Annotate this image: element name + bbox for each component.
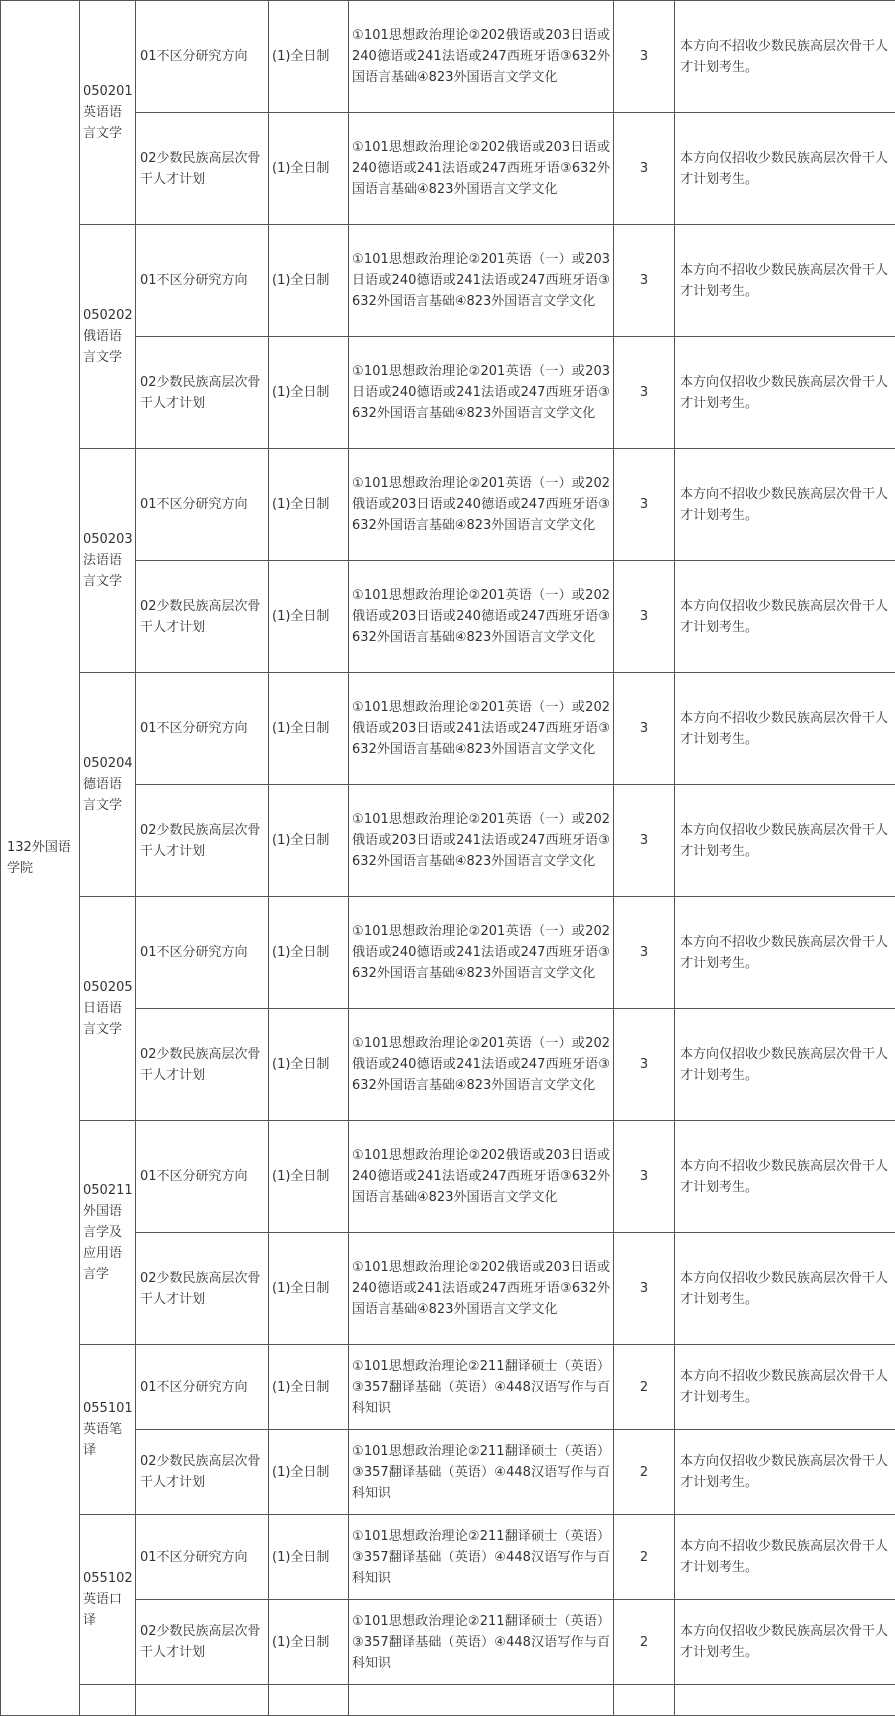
major-cell xyxy=(80,1345,136,1515)
direction-cell xyxy=(136,1685,269,1716)
score-cell: 3 xyxy=(614,113,675,225)
direction-cell: 02少数民族高层次骨干人才计划 xyxy=(136,1600,269,1685)
direction-cell: 02少数民族高层次骨干人才计划 xyxy=(136,561,269,673)
score-cell: 3 xyxy=(614,225,675,337)
major-cell xyxy=(80,897,136,1121)
major-name: 德语语言文学 xyxy=(83,777,122,813)
note-cell xyxy=(675,1685,895,1716)
major-code: 050205 xyxy=(83,980,133,995)
note-cell: 本方向不招收少数民族高层次骨干人才计划考生。 xyxy=(675,1345,895,1430)
table-row xyxy=(1,1685,895,1716)
exam-subjects-cell: ①101思想政治理论②211翻译硕士（英语）③357翻译基础（英语）④448汉语写作与百科知识 xyxy=(349,1345,614,1430)
table-row xyxy=(1,1515,895,1600)
exam-subjects-cell: ①101思想政治理论②201英语（一）或202俄语或203日语或240德语或247西班牙语③632外国语言基础④823外国语言文学文化 xyxy=(349,561,614,673)
table-row xyxy=(1,897,895,1009)
exam-subjects-cell: ①101思想政治理论②202俄语或203日语或240德语或241法语或247西班牙语③632外国语言基础④823外国语言文学文化 xyxy=(349,113,614,225)
exam-subjects-cell: ①101思想政治理论②201英语（一）或203日语或240德语或241法语或247西班牙语③632外国语言基础④823外国语言文学文化 xyxy=(349,225,614,337)
score-cell: 3 xyxy=(614,1009,675,1121)
table-row xyxy=(1,449,895,561)
direction-cell: 02少数民族高层次骨干人才计划 xyxy=(136,785,269,897)
major-name: 俄语语言文学 xyxy=(83,329,122,365)
study-mode-cell: (1)全日制 xyxy=(269,337,349,449)
score-cell: 3 xyxy=(614,561,675,673)
note-cell: 本方向仅招收少数民族高层次骨干人才计划考生。 xyxy=(675,113,895,225)
major-name: 外国语言学及应用语言学 xyxy=(83,1204,122,1282)
note-cell: 本方向仅招收少数民族高层次骨干人才计划考生。 xyxy=(675,1430,895,1515)
note-cell: 本方向仅招收少数民族高层次骨干人才计划考生。 xyxy=(675,785,895,897)
direction-cell: 01不区分研究方向 xyxy=(136,1345,269,1430)
table-row xyxy=(1,225,895,337)
table-row xyxy=(1,1009,895,1121)
score-cell: 3 xyxy=(614,785,675,897)
major-code: 055101 xyxy=(83,1401,133,1416)
study-mode-cell: (1)全日制 xyxy=(269,1600,349,1685)
major-name: 英语笔译 xyxy=(83,1422,122,1458)
study-mode-cell: (1)全日制 xyxy=(269,1233,349,1345)
exam-subjects-cell: ①101思想政治理论②201英语（一）或203日语或240德语或241法语或247西班牙语③632外国语言基础④823外国语言文学文化 xyxy=(349,337,614,449)
major-cell xyxy=(80,1685,136,1716)
note-cell: 本方向不招收少数民族高层次骨干人才计划考生。 xyxy=(675,673,895,785)
exam-subjects-cell: ①101思想政治理论②211翻译硕士（英语）③357翻译基础（英语）④448汉语写作与百科知识 xyxy=(349,1430,614,1515)
table-row xyxy=(1,1430,895,1515)
study-mode-cell: (1)全日制 xyxy=(269,1345,349,1430)
score-cell xyxy=(614,1685,675,1716)
note-cell: 本方向仅招收少数民族高层次骨干人才计划考生。 xyxy=(675,337,895,449)
score-cell: 3 xyxy=(614,1121,675,1233)
major-cell xyxy=(80,1515,136,1685)
score-cell: 3 xyxy=(614,337,675,449)
score-cell: 2 xyxy=(614,1515,675,1600)
direction-cell: 02少数民族高层次骨干人才计划 xyxy=(136,1430,269,1515)
study-mode-cell: (1)全日制 xyxy=(269,1009,349,1121)
major-cell xyxy=(80,673,136,897)
exam-subjects-cell: ①101思想政治理论②201英语（一）或202俄语或203日语或241法语或247西班牙语③632外国语言基础④823外国语言文学文化 xyxy=(349,673,614,785)
study-mode-cell: (1)全日制 xyxy=(269,897,349,1009)
direction-cell: 01不区分研究方向 xyxy=(136,1,269,113)
study-mode-cell: (1)全日制 xyxy=(269,449,349,561)
score-cell: 2 xyxy=(614,1600,675,1685)
note-cell: 本方向不招收少数民族高层次骨干人才计划考生。 xyxy=(675,225,895,337)
direction-cell: 02少数民族高层次骨干人才计划 xyxy=(136,1009,269,1121)
exam-subjects-cell: ①101思想政治理论②201英语（一）或202俄语或203日语或240德语或247西班牙语③632外国语言基础④823外国语言文学文化 xyxy=(349,449,614,561)
direction-cell: 01不区分研究方向 xyxy=(136,673,269,785)
table-row xyxy=(1,673,895,785)
exam-subjects-cell: ①101思想政治理论②211翻译硕士（英语）③357翻译基础（英语）④448汉语写作与百科知识 xyxy=(349,1600,614,1685)
exam-subjects-cell: ①101思想政治理论②202俄语或203日语或240德语或241法语或247西班牙语③632外国语言基础④823外国语言文学文化 xyxy=(349,1121,614,1233)
table-row xyxy=(1,1121,895,1233)
major-code: 050203 xyxy=(83,532,133,547)
college-name: 132外国语学院 xyxy=(1,1,80,1716)
major-cell xyxy=(80,225,136,449)
exam-subjects-cell: ①101思想政治理论②202俄语或203日语或240德语或241法语或247西班牙语③632外国语言基础④823外国语言文学文化 xyxy=(349,1233,614,1345)
major-name: 法语语言文学 xyxy=(83,553,122,589)
table-row xyxy=(1,113,895,225)
table-row xyxy=(1,1600,895,1685)
score-cell: 3 xyxy=(614,897,675,1009)
exam-subjects-cell: ①101思想政治理论②201英语（一）或202俄语或240德语或241法语或247西班牙语③632外国语言基础④823外国语言文学文化 xyxy=(349,1009,614,1121)
direction-cell: 01不区分研究方向 xyxy=(136,449,269,561)
direction-cell: 01不区分研究方向 xyxy=(136,225,269,337)
study-mode-cell: (1)全日制 xyxy=(269,113,349,225)
table-row xyxy=(1,561,895,673)
study-mode-cell: (1)全日制 xyxy=(269,673,349,785)
study-mode-cell: (1)全日制 xyxy=(269,1515,349,1600)
major-cell xyxy=(80,449,136,673)
exam-subjects-cell: ①101思想政治理论②201英语（一）或202俄语或240德语或241法语或247西班牙语③632外国语言基础④823外国语言文学文化 xyxy=(349,897,614,1009)
study-mode-cell: (1)全日制 xyxy=(269,785,349,897)
study-mode-cell: (1)全日制 xyxy=(269,561,349,673)
note-cell: 本方向不招收少数民族高层次骨干人才计划考生。 xyxy=(675,897,895,1009)
study-mode-cell xyxy=(269,1685,349,1716)
study-mode-cell: (1)全日制 xyxy=(269,1430,349,1515)
table-row xyxy=(1,1233,895,1345)
note-cell: 本方向不招收少数民族高层次骨干人才计划考生。 xyxy=(675,1121,895,1233)
note-cell: 本方向仅招收少数民族高层次骨干人才计划考生。 xyxy=(675,1009,895,1121)
major-cell xyxy=(80,1121,136,1345)
note-cell: 本方向不招收少数民族高层次骨干人才计划考生。 xyxy=(675,449,895,561)
score-cell: 3 xyxy=(614,449,675,561)
note-cell: 本方向不招收少数民族高层次骨干人才计划考生。 xyxy=(675,1515,895,1600)
direction-cell: 02少数民族高层次骨干人才计划 xyxy=(136,1233,269,1345)
direction-cell: 02少数民族高层次骨干人才计划 xyxy=(136,113,269,225)
table-row xyxy=(1,337,895,449)
score-cell: 3 xyxy=(614,1233,675,1345)
exam-subjects-cell: ①101思想政治理论②201英语（一）或202俄语或203日语或241法语或247西班牙语③632外国语言基础④823外国语言文学文化 xyxy=(349,785,614,897)
major-code: 050204 xyxy=(83,756,133,771)
major-code: 055102 xyxy=(83,1571,133,1586)
note-cell: 本方向仅招收少数民族高层次骨干人才计划考生。 xyxy=(675,1233,895,1345)
major-code: 050211 xyxy=(83,1183,133,1198)
study-mode-cell: (1)全日制 xyxy=(269,225,349,337)
exam-subjects-cell: ①101思想政治理论②202俄语或203日语或240德语或241法语或247西班牙语③632外国语言基础④823外国语言文学文化 xyxy=(349,1,614,113)
score-cell: 2 xyxy=(614,1345,675,1430)
exam-subjects-cell: ①101思想政治理论②211翻译硕士（英语）③357翻译基础（英语）④448汉语写作与百科知识 xyxy=(349,1515,614,1600)
score-cell: 3 xyxy=(614,673,675,785)
score-cell: 3 xyxy=(614,1,675,113)
study-mode-cell: (1)全日制 xyxy=(269,1121,349,1233)
score-cell: 2 xyxy=(614,1430,675,1515)
note-cell: 本方向仅招收少数民族高层次骨干人才计划考生。 xyxy=(675,1600,895,1685)
major-name: 英语口译 xyxy=(83,1592,122,1628)
direction-cell: 01不区分研究方向 xyxy=(136,1515,269,1600)
exam-subjects-cell xyxy=(349,1685,614,1716)
major-cell xyxy=(80,1,136,225)
study-mode-cell: (1)全日制 xyxy=(269,1,349,113)
note-cell: 本方向仅招收少数民族高层次骨干人才计划考生。 xyxy=(675,561,895,673)
major-code: 050201 xyxy=(83,84,133,99)
direction-cell: 01不区分研究方向 xyxy=(136,1121,269,1233)
major-code: 050202 xyxy=(83,308,133,323)
major-name: 英语语言文学 xyxy=(83,105,122,141)
major-name: 日语语言文学 xyxy=(83,1001,122,1037)
table-row xyxy=(1,785,895,897)
note-cell: 本方向不招收少数民族高层次骨干人才计划考生。 xyxy=(675,1,895,113)
direction-cell: 02少数民族高层次骨干人才计划 xyxy=(136,337,269,449)
table-row xyxy=(1,1345,895,1430)
table-row xyxy=(1,1,895,113)
direction-cell: 01不区分研究方向 xyxy=(136,897,269,1009)
